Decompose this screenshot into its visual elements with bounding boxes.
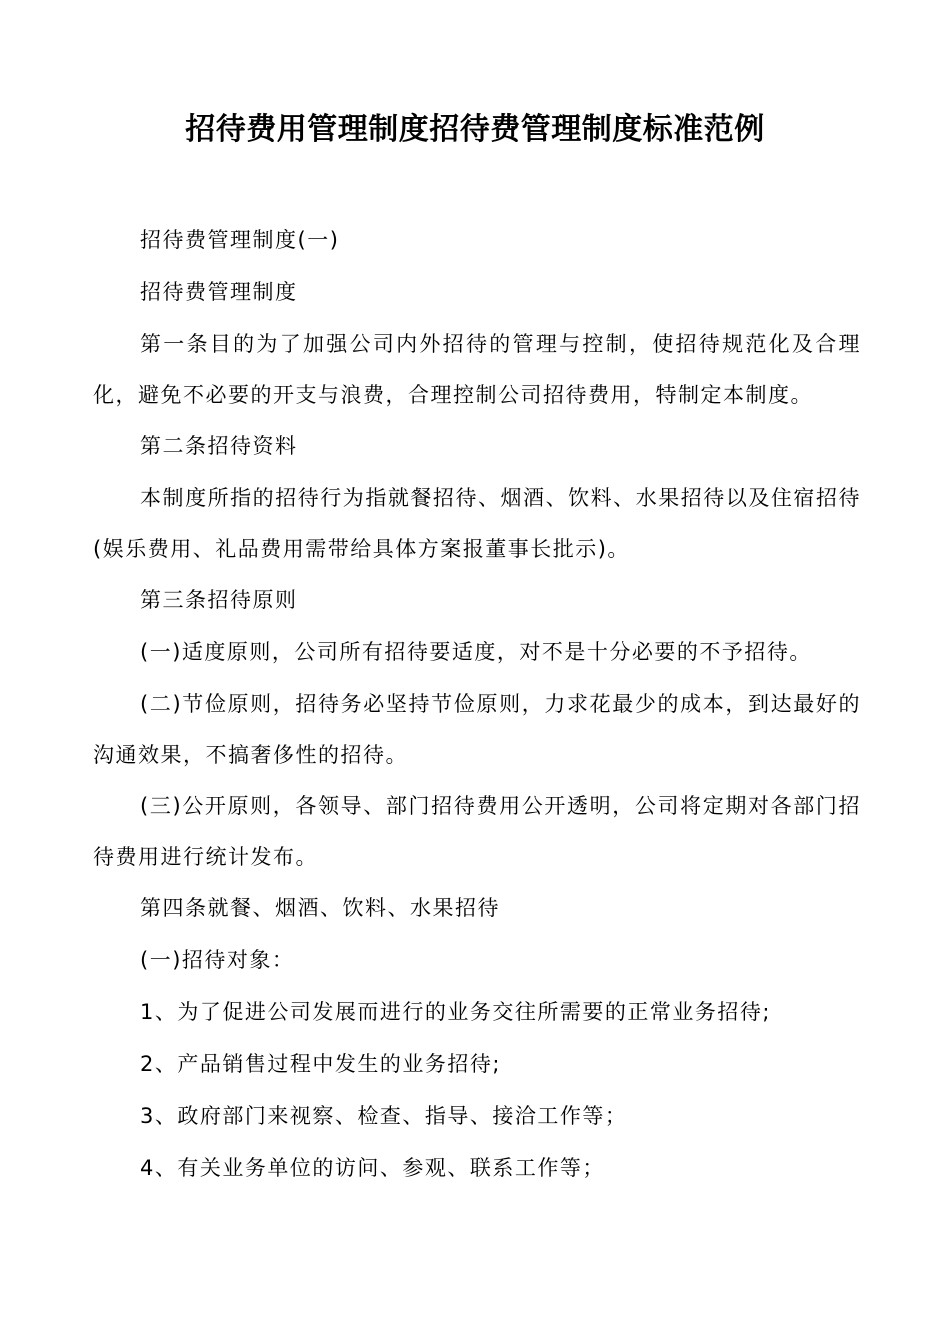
principle-2-paragraph: (二)节俭原则，招待务必坚持节俭原则，力求花最少的成本，到达最好的沟通效果，不搞奢侈性的招待。: [93, 692, 861, 767]
reception-targets-heading: (一)招待对象：: [140, 948, 295, 972]
subsection-heading: 招待费管理制度: [140, 280, 298, 304]
principle-1-paragraph: (一)适度原则，公司所有招待要适度，对不是十分必要的不予招待。: [140, 640, 812, 664]
list-item: 3、政府部门来视察、检查、指导、接洽工作等；: [140, 1104, 628, 1128]
article-4-heading: 第四条就餐、烟酒、饮料、水果招待: [140, 896, 500, 920]
article-1-paragraph: 第一条目的为了加强公司内外招待的管理与控制，使招待规范化及合理化，避免不必要的开支与浪费，合理控制公司招待费用，特制定本制度。: [93, 332, 861, 407]
list-item: 1、为了促进公司发展而进行的业务交往所需要的正常业务招待;: [140, 1000, 771, 1024]
document-body: [93, 215, 861, 1195]
article-2-paragraph: 本制度所指的招待行为指就餐招待、烟酒、饮料、水果招待以及住宿招待(娱乐费用、礼品费用需带给具体方案报董事长批示)。: [93, 486, 861, 561]
principle-3-paragraph: (三)公开原则，各领导、部门招待费用公开透明，公司将定期对各部门招待费用进行统计发布。: [93, 794, 861, 869]
document-title: 招待费用管理制度招待费管理制度标准范例: [185, 112, 765, 147]
article-3-heading: 第三条招待原则: [140, 588, 298, 612]
section-heading: 招待费管理制度(一): [140, 228, 340, 252]
list-item: 4、有关业务单位的访问、参观、联系工作等；: [140, 1156, 605, 1180]
article-2-heading: 第二条招待资料: [140, 434, 298, 458]
list-item: 2、产品销售过程中发生的业务招待;: [140, 1052, 501, 1076]
